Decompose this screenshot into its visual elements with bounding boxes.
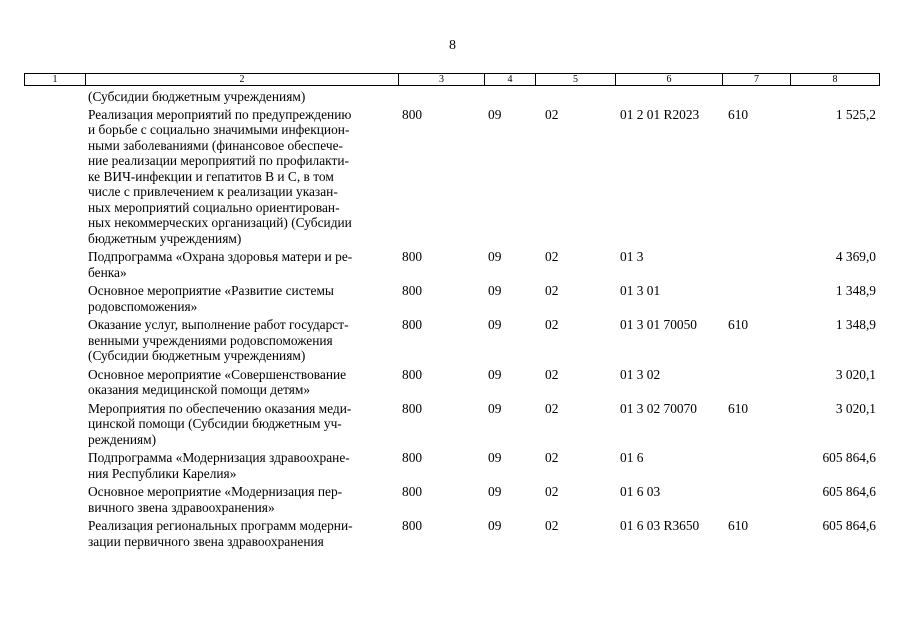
section-code: 09 xyxy=(488,106,502,122)
expense-type-code: 610 xyxy=(728,518,749,533)
header-col-6: 6 xyxy=(616,74,723,85)
ministry-code: 800 xyxy=(402,484,423,499)
section-code: 09 xyxy=(488,283,502,298)
description-line: Основное мероприятие «Развитие системы xyxy=(88,283,334,298)
subsection-code: 02 xyxy=(545,366,559,382)
row-description xyxy=(88,283,398,314)
table-row xyxy=(24,317,880,364)
table-body xyxy=(24,89,880,552)
section-code: 09 xyxy=(488,317,502,332)
table-row xyxy=(24,89,880,105)
description-line: Основное мероприятие «Совершенствование xyxy=(88,366,347,382)
description-line: зации первичного звена здравоохранения xyxy=(88,533,324,549)
header-col-3: 3 xyxy=(399,74,485,85)
section-code: 09 xyxy=(488,249,502,264)
table-row xyxy=(24,107,880,247)
section-code: 09 xyxy=(488,366,502,382)
row-description xyxy=(88,367,398,398)
header-col-1: 1 xyxy=(25,74,86,85)
amount-value: 3 020,1 xyxy=(835,366,876,382)
description-line: Подпрограмма «Охрана здоровья матери и ре- xyxy=(88,249,353,264)
description-line: ния Республики Карелия» xyxy=(88,465,237,481)
ministry-code: 800 xyxy=(402,249,423,264)
amount-value: 1 348,9 xyxy=(835,317,876,332)
amount-value: 605 864,6 xyxy=(822,484,876,499)
row-description xyxy=(88,107,398,247)
header-col-2: 2 xyxy=(86,74,399,85)
table-row xyxy=(24,484,880,515)
target-article-code: 01 2 01 R2023 xyxy=(620,106,700,122)
target-article-code: 01 3 02 70070 xyxy=(620,400,697,416)
subsection-code: 02 xyxy=(545,400,559,416)
section-code: 09 xyxy=(488,518,502,533)
section-code: 09 xyxy=(488,484,502,499)
description-line: и борьбе с социально значимыми инфекцион- xyxy=(88,122,350,137)
table-row xyxy=(24,518,880,549)
table-row xyxy=(24,249,880,280)
target-article-code: 01 6 xyxy=(620,450,644,465)
subsection-code: 02 xyxy=(545,283,559,298)
subsection-code: 02 xyxy=(545,249,559,264)
target-article-code: 01 3 02 xyxy=(620,366,661,382)
row-description xyxy=(88,89,398,105)
target-article-code: 01 3 01 xyxy=(620,283,661,298)
target-article-code: 01 3 01 70050 xyxy=(620,317,697,332)
row-description xyxy=(88,249,398,280)
ministry-code: 800 xyxy=(402,450,423,465)
amount-value: 605 864,6 xyxy=(822,450,876,465)
description-line: (Субсидии бюджетным учреждениям) xyxy=(88,89,306,104)
section-code: 09 xyxy=(488,450,502,465)
description-line: ке ВИЧ-инфекции и гепатитов В и С, в том xyxy=(88,168,334,184)
ministry-code: 800 xyxy=(402,366,423,382)
description-line: Основное мероприятие «Модернизация пер- xyxy=(88,484,343,499)
header-col-7: 7 xyxy=(723,74,791,85)
description-line: Оказание услуг, выполнение работ государст- xyxy=(88,317,349,332)
subsection-code: 02 xyxy=(545,450,559,465)
subsection-code: 02 xyxy=(545,106,559,122)
description-line: вичного звена здравоохранения» xyxy=(88,499,275,515)
amount-value: 605 864,6 xyxy=(822,518,876,533)
table-row xyxy=(24,401,880,448)
subsection-code: 02 xyxy=(545,518,559,533)
description-line: (Субсидии бюджетным учреждениям) xyxy=(88,348,306,363)
subsection-code: 02 xyxy=(545,317,559,332)
description-line: бюджетным учреждениям) xyxy=(88,230,242,246)
description-line: ных мероприятий социально ориентирован- xyxy=(88,199,340,215)
target-article-code: 01 6 03 xyxy=(620,484,661,499)
description-line: цинской помощи (Субсидии бюджетным уч- xyxy=(88,416,342,431)
ministry-code: 800 xyxy=(402,400,423,416)
expense-type-code: 610 xyxy=(728,400,749,416)
description-line: Реализация мероприятий по предупреждению xyxy=(88,106,352,122)
row-description xyxy=(88,484,398,515)
header-col-4: 4 xyxy=(485,74,536,85)
description-line: числе с привлечением к реализации указан- xyxy=(88,184,338,199)
subsection-code: 02 xyxy=(545,484,559,499)
ministry-code: 800 xyxy=(402,317,423,332)
table-row xyxy=(24,367,880,398)
description-line: венными учреждениями родовспоможения xyxy=(88,332,333,348)
description-line: Реализация региональных программ модерни- xyxy=(88,518,353,533)
description-line: ние реализации мероприятий по профилакти- xyxy=(88,153,349,168)
ministry-code: 800 xyxy=(402,283,423,298)
header-col-8: 8 xyxy=(832,74,838,85)
row-description xyxy=(88,401,398,448)
description-line: реждениям) xyxy=(88,431,157,447)
ministry-code: 800 xyxy=(402,106,423,122)
amount-value: 4 369,0 xyxy=(835,249,876,264)
description-line: ными заболеваниями (финансовое обеспече- xyxy=(88,137,343,153)
page-number: 8 xyxy=(449,38,456,53)
table-row xyxy=(24,450,880,481)
amount-value: 1 348,9 xyxy=(835,283,876,298)
target-article-code: 01 6 03 R3650 xyxy=(620,518,700,533)
header-col-5: 5 xyxy=(536,74,616,85)
ministry-code: 800 xyxy=(402,518,423,533)
row-description xyxy=(88,317,398,364)
description-line: Мероприятия по обеспечению оказания меди- xyxy=(88,400,352,416)
expense-type-code: 610 xyxy=(728,106,749,122)
table-header xyxy=(24,73,880,86)
row-description xyxy=(88,450,398,481)
description-line: ных некоммерческих организаций) (Субсидии xyxy=(88,215,352,230)
description-line: Подпрограмма «Модернизация здравоохране- xyxy=(88,450,350,465)
target-article-code: 01 3 xyxy=(620,249,644,264)
amount-value: 1 525,2 xyxy=(835,106,876,122)
description-line: оказания медицинской помощи детям» xyxy=(88,382,311,397)
row-description xyxy=(88,518,398,549)
description-line: родовспоможения» xyxy=(88,298,198,314)
section-code: 09 xyxy=(488,400,502,416)
table-row xyxy=(24,283,880,314)
description-line: бенка» xyxy=(88,264,127,280)
expense-type-code: 610 xyxy=(728,317,749,332)
amount-value: 3 020,1 xyxy=(835,400,876,416)
